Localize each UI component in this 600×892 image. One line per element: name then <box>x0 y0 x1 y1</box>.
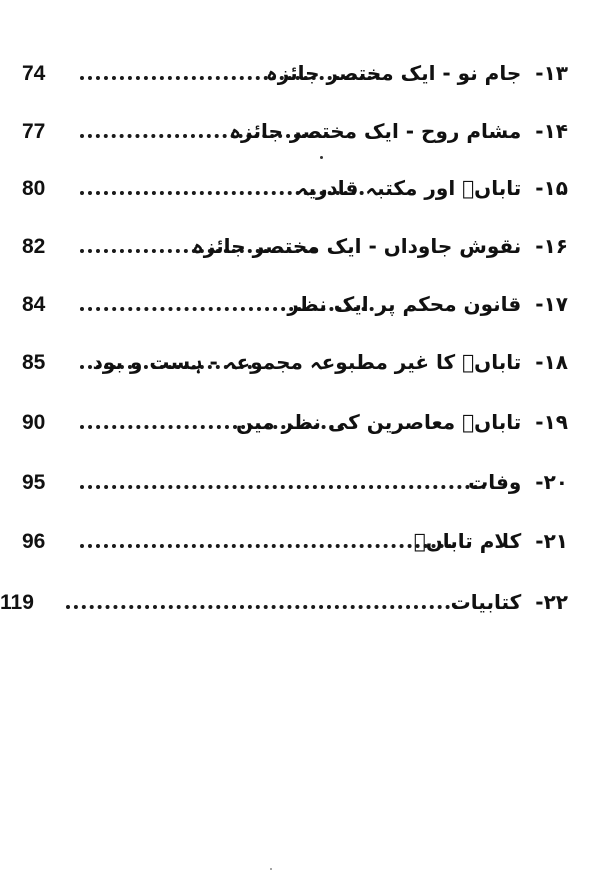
entry-title: نقوش جاوداں - ایک مختصر جائزہ <box>192 234 522 258</box>
entry-text <box>236 407 568 437</box>
entry-title: وفات <box>468 470 522 494</box>
entry-text <box>297 173 568 203</box>
entry-title: تاباںؔ کا غیر مطبوعہ مجموعہ - ہست و بود <box>92 350 522 374</box>
entry-text <box>414 526 568 556</box>
entry-title: تاباںؔ معاصرین کی نظر میں <box>236 410 522 434</box>
dot-leader <box>80 544 452 548</box>
print-speck <box>320 156 323 159</box>
toc-entry <box>0 114 600 150</box>
page-number: 96 <box>22 530 46 553</box>
entry-text <box>192 231 568 261</box>
toc-entry <box>0 171 600 207</box>
toc-entry <box>0 524 600 560</box>
toc-entry <box>0 229 600 265</box>
page-number: 85 <box>22 351 46 374</box>
entry-text <box>287 289 568 319</box>
entry-text <box>468 467 568 497</box>
entry-text <box>451 587 568 617</box>
entry-text <box>93 347 568 377</box>
toc-entry <box>0 465 600 501</box>
entry-title: جام نو - ایک مختصر جائزہ <box>265 61 522 85</box>
page-number: 84 <box>22 293 46 316</box>
entry-number: ۱۳- <box>535 61 568 85</box>
entry-title: کتابیات <box>450 590 522 614</box>
entry-number: ۱۸- <box>535 350 568 374</box>
entry-title: کلام تاباںؔ <box>413 529 522 553</box>
entry-number: ۱۹- <box>535 410 568 434</box>
entry-number: ۱۵- <box>535 176 568 200</box>
page-number: 119 <box>0 591 34 614</box>
entry-number: ۲۱- <box>535 529 568 553</box>
entry-number: ۱۴- <box>535 119 568 143</box>
toc-entry <box>0 405 600 441</box>
page-number: 90 <box>22 411 46 434</box>
entry-title: مشام روح - ایک مختصر جائزہ <box>229 119 522 143</box>
entry-title: قانون محکم پر ایک نظر <box>287 292 522 316</box>
dot-leader <box>66 605 458 609</box>
entry-number: ۲۲- <box>535 590 568 614</box>
dot-leader <box>80 485 486 489</box>
toc-entry <box>0 345 600 381</box>
page-number: 80 <box>22 177 46 200</box>
toc-entry <box>0 585 600 621</box>
toc-entry <box>0 56 600 92</box>
page-number: 95 <box>22 471 46 494</box>
entry-number: ۲۰- <box>535 470 568 494</box>
entry-title: تاباںؔ اور مکتبہ قادریہ <box>296 176 522 200</box>
page-number: 82 <box>22 235 46 258</box>
entry-number: ۱۷- <box>535 292 568 316</box>
toc-entry <box>0 287 600 323</box>
entry-number: ۱۶- <box>535 234 568 258</box>
page-number: 77 <box>22 120 46 143</box>
page-number: 74 <box>22 62 46 85</box>
print-speck <box>270 868 272 870</box>
entry-text <box>229 116 568 146</box>
entry-text <box>266 58 568 88</box>
